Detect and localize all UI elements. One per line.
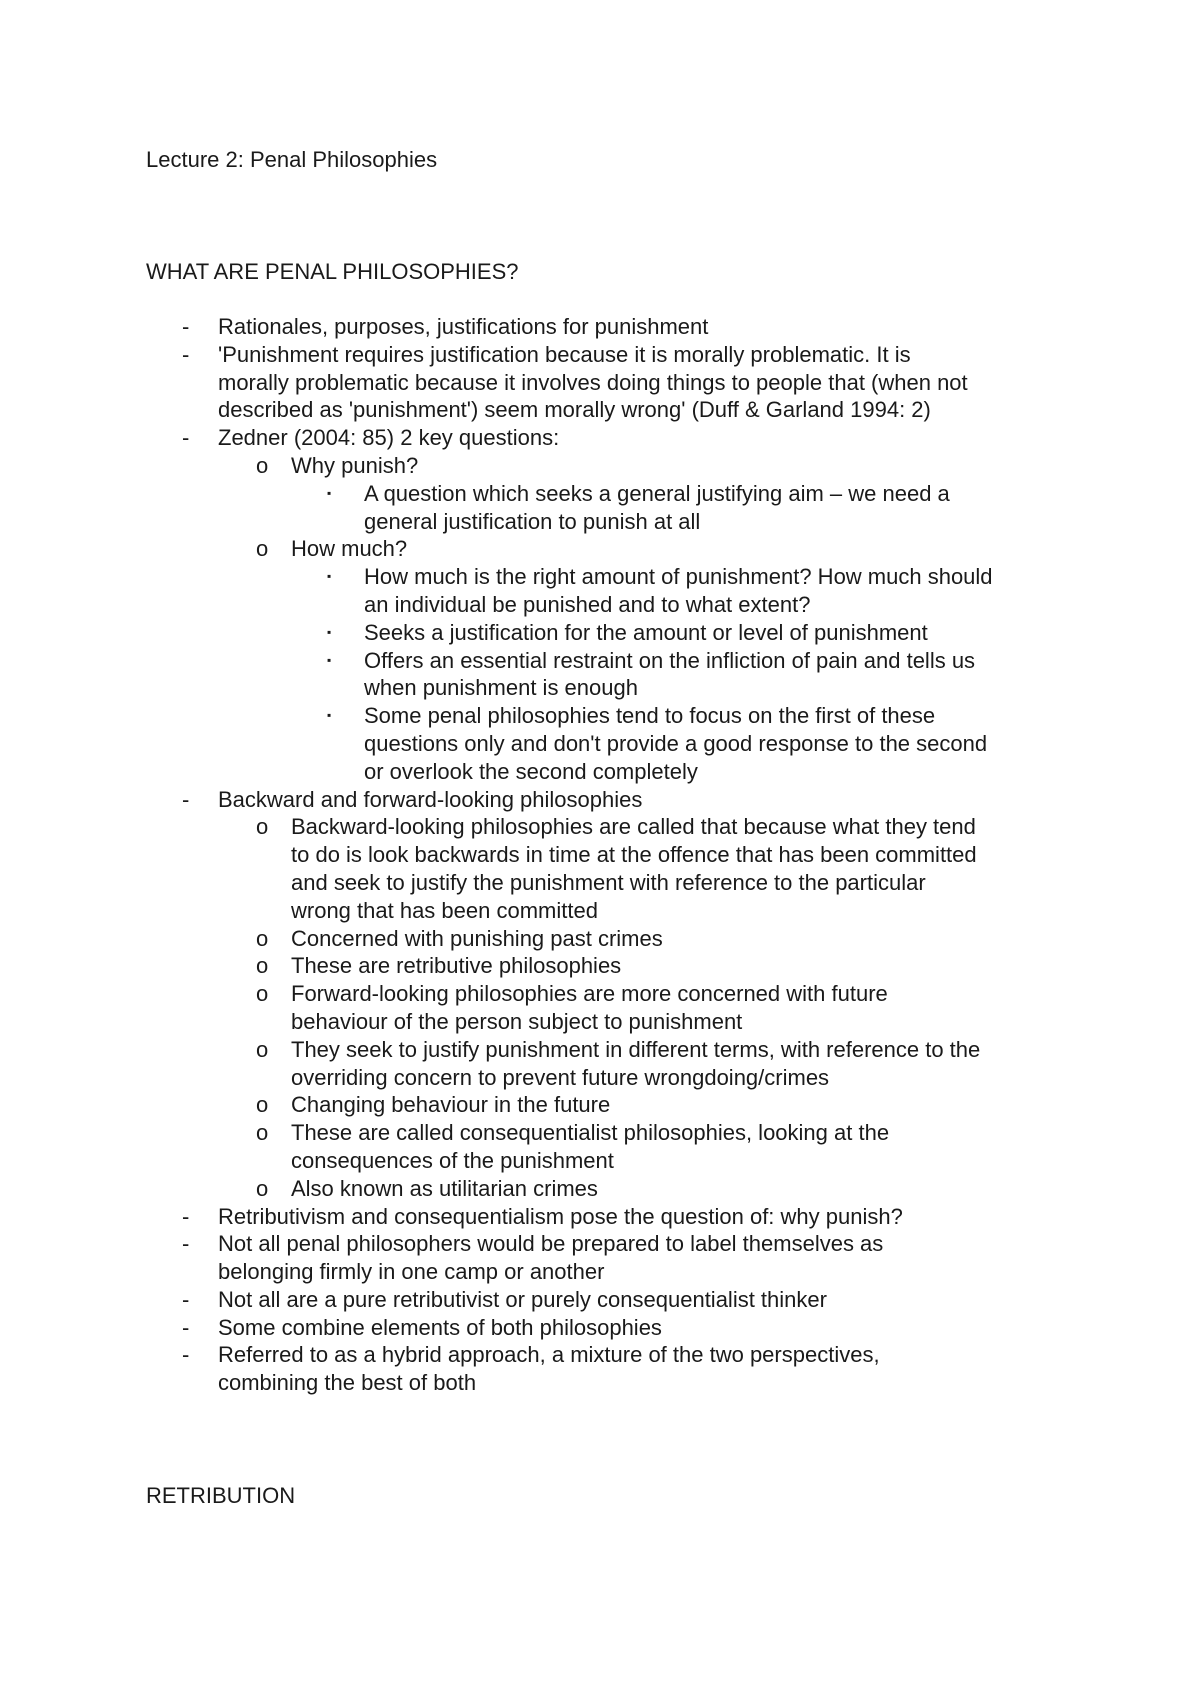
list-item-text: Not all are a pure retributivist or purely consequentialist thinker [218, 1286, 827, 1312]
bullet-dash: - [182, 1314, 190, 1340]
list-item [146, 1369, 1076, 1397]
list-item [146, 952, 1076, 980]
bullet-dash: - [182, 1342, 190, 1368]
bullet-circle: o [256, 925, 269, 951]
list-item-text: overriding concern to prevent future wrongdoing/crimes [291, 1064, 830, 1090]
bullet-square: ▪ [327, 624, 332, 639]
list-item-text: How much? [291, 536, 408, 562]
list-item [146, 813, 1076, 841]
list-item-text: Rationales, purposes, justifications for punishment [218, 314, 709, 339]
list-item [146, 563, 1076, 591]
list-item-text: Offers an essential restraint on the infliction of pain and tells us [364, 647, 976, 673]
list-item-text: These are retributive philosophies [291, 953, 622, 979]
list-item-text: Retributivism and consequentialism pose the question of: why punish? [218, 1203, 903, 1229]
bullet-circle: o [256, 1036, 269, 1062]
list-item-text: Backward-looking philosophies are called that because what they tend [291, 814, 976, 840]
list-item-text: Changing behaviour in the future [291, 1092, 611, 1118]
bullet-circle: o [256, 452, 269, 478]
list-item [146, 647, 1076, 675]
bullet-circle: o [256, 953, 269, 979]
list-item [146, 1147, 1076, 1175]
list-item-text: an individual be punished and to what extent? [364, 591, 811, 617]
bullet-square: ▪ [327, 652, 332, 667]
bullet-square: ▪ [327, 569, 332, 584]
list-item [146, 591, 1076, 619]
bullet-square: ▪ [327, 708, 332, 723]
list-item [146, 619, 1076, 647]
list-item-text: behaviour of the person subject to punishment [291, 1008, 743, 1034]
list-item-text: morally problematic because it involves doing things to people that (when not [218, 369, 968, 395]
list-item-text: Some combine elements of both philosophies [218, 1314, 662, 1340]
list-item [146, 369, 1076, 397]
list-item-text: or overlook the second completely [364, 758, 698, 784]
list-item-text: consequences of the punishment [291, 1147, 614, 1173]
bullet-circle: o [256, 1120, 269, 1146]
list-item [146, 925, 1076, 953]
list-item [146, 786, 1076, 814]
list-item [146, 1008, 1076, 1036]
list-item [146, 1341, 1076, 1369]
list-item [146, 480, 1076, 508]
list-item [146, 1286, 1076, 1314]
list-item-text: Why punish? [291, 452, 419, 478]
list-item [146, 702, 1076, 730]
list-item [146, 1119, 1076, 1147]
list-item-text: to do is look backwards in time at the offence that has been committed [291, 842, 977, 868]
list-item [146, 508, 1076, 536]
bullet-dash: - [182, 425, 190, 451]
bullet-dash: - [182, 786, 190, 812]
list-item [146, 897, 1076, 925]
list-item [146, 1175, 1076, 1203]
list-item-text: described as 'punishment') seem morally wrong' (Duff & Garland 1994: 2) [218, 397, 931, 423]
list-item-text: Zedner (2004: 85) 2 key questions: [218, 425, 560, 451]
bullet-circle: o [256, 814, 269, 840]
bullet-circle: o [256, 981, 269, 1007]
list-item-text: belonging firmly in one camp or another [218, 1259, 605, 1285]
list-item [146, 452, 1076, 480]
bullet-dash: - [182, 1203, 190, 1229]
list-item [146, 424, 1076, 452]
list-item-text: Referred to as a hybrid approach, a mixture of the two perspectives, [218, 1342, 880, 1368]
notes-list [146, 313, 1076, 1397]
list-item [146, 758, 1076, 786]
list-item [146, 869, 1076, 897]
list-item-text: and seek to justify the punishment with reference to the particular [291, 869, 926, 895]
list-item-text: Forward-looking philosophies are more concerned with future [291, 981, 888, 1007]
list-item-text: general justification to punish at all [364, 508, 701, 534]
list-item-text: They seek to justify punishment in different terms, with reference to the [291, 1036, 981, 1062]
list-item [146, 313, 1076, 341]
bullet-dash: - [182, 1231, 190, 1257]
list-item [146, 841, 1076, 869]
list-item-text: Concerned with punishing past crimes [291, 925, 663, 951]
list-item-text: These are called consequentialist philosophies, looking at the [291, 1120, 890, 1146]
list-item [146, 1091, 1076, 1119]
list-item-text: Not all penal philosophers would be prepared to label themselves as [218, 1231, 884, 1257]
list-item-text: Seeks a justification for the amount or level of punishment [364, 619, 928, 645]
list-item-text: 'Punishment requires justification because it is morally problematic. It is [218, 341, 911, 367]
list-item [146, 1036, 1076, 1064]
list-item [146, 730, 1076, 758]
bullet-circle: o [256, 1175, 269, 1201]
list-item-text: Also known as utilitarian crimes [291, 1175, 598, 1201]
list-item [146, 980, 1076, 1008]
list-item-text: A question which seeks a general justifying aim – we need a [364, 480, 950, 506]
list-item-text: Some penal philosophies tend to focus on the first of these [364, 703, 936, 729]
list-item [146, 1203, 1076, 1231]
list-item [146, 1258, 1076, 1286]
list-item-text: Backward and forward-looking philosophies [218, 786, 643, 812]
bullet-circle: o [256, 1092, 269, 1118]
list-item-text: How much is the right amount of punishment? How much should [364, 564, 993, 590]
bullet-square: ▪ [327, 485, 332, 500]
bullet-dash: - [182, 341, 190, 367]
list-item [146, 396, 1076, 424]
bullet-circle: o [256, 536, 269, 562]
list-item-text: when punishment is enough [364, 675, 638, 701]
list-item [146, 674, 1076, 702]
section-heading-retribution: RETRIBUTION [146, 1483, 296, 1508]
list-item [146, 535, 1076, 563]
list-item [146, 341, 1076, 369]
list-item-text: wrong that has been committed [291, 897, 598, 923]
list-item [146, 1064, 1076, 1092]
section-heading-penal-philosophies: WHAT ARE PENAL PHILOSOPHIES? [146, 259, 519, 284]
document-title: Lecture 2: Penal Philosophies [146, 147, 438, 172]
bullet-dash: - [182, 1286, 190, 1312]
bullet-dash: - [182, 314, 190, 339]
list-item-text: combining the best of both [218, 1370, 477, 1396]
list-item [146, 1230, 1076, 1258]
list-item [146, 1314, 1076, 1342]
list-item-text: questions only and don't provide a good response to the second [364, 730, 988, 756]
